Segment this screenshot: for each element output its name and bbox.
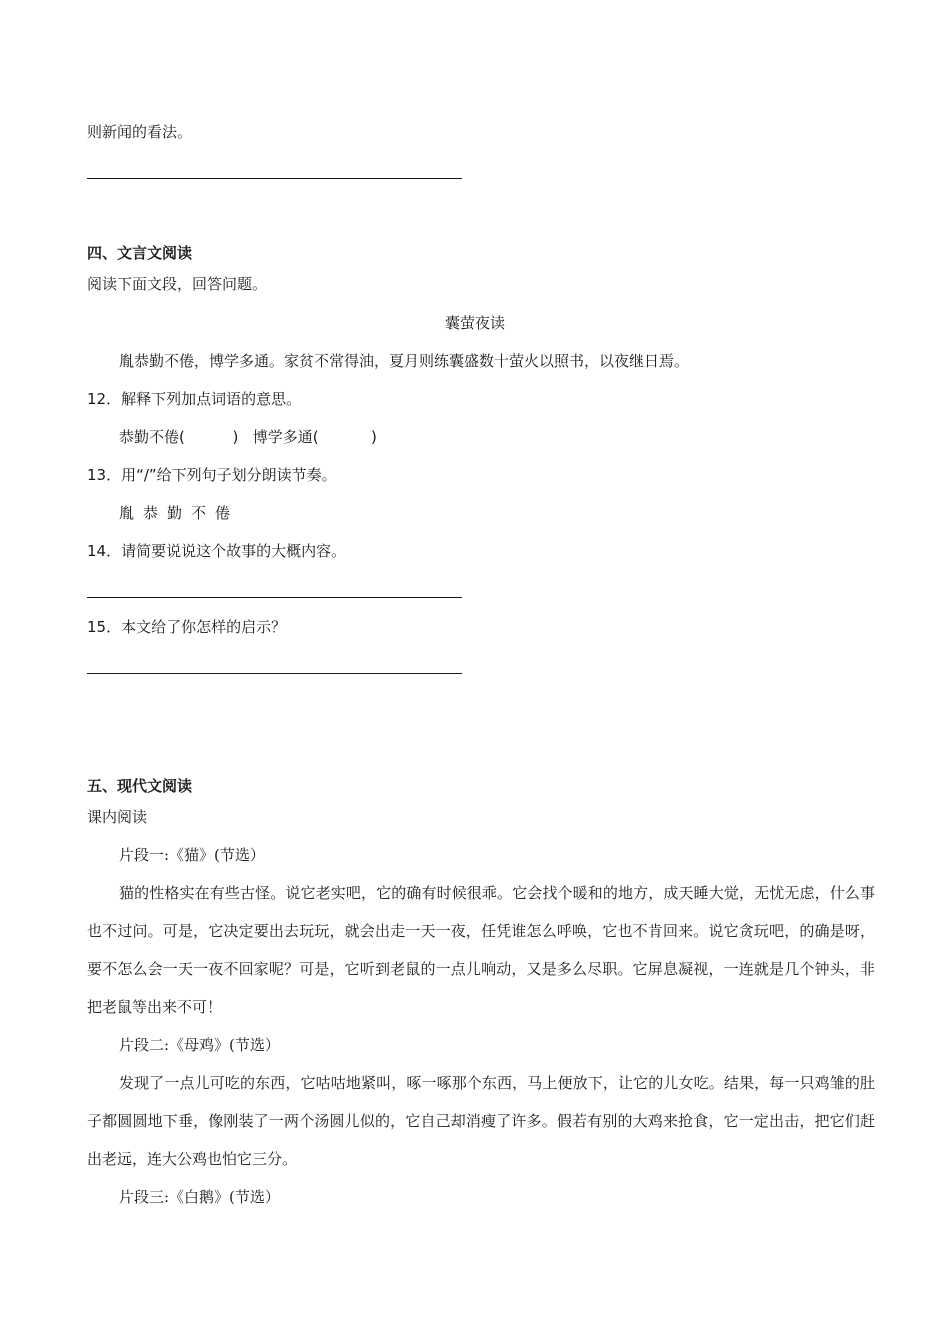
passage-title: 囊萤夜读 [444,314,505,332]
question-12-items: 恭勤不倦( ) 博学多通( ) [119,428,377,446]
question-13: 13．用“/”给下列句子划分朗读节奏。 [87,466,337,484]
answer-line[interactable] [87,597,462,598]
answer-line[interactable] [87,673,462,674]
fragment3-title: 片段三:《白鹅》(节选） [119,1188,280,1206]
fragment1-title: 片段一:《猫》(节选） [119,846,265,864]
fragment2-title: 片段二:《母鸡》(节选） [119,1036,280,1054]
fragment2-text: 发现了一点儿可吃的东西，它咕咕地紧叫，啄一啄那个东西，马上便放下，让它的儿女吃。结果，每一只鸡雏的肚子都圆圆地下垂，像刚装了一两个汤圆儿似的，它自己却消瘦了许多。假若有别的大鸡来抢食，它一定出击，把它们赶出老远，连大公鸡也怕它三分。 [87,1074,875,1168]
question-14: 14．请简要说说这个故事的大概内容。 [87,542,347,560]
question-12: 12．解释下列加点词语的意思。 [87,390,302,408]
section5-subheading: 课内阅读 [87,808,148,826]
question-13-sentence: 胤恭勤不倦 [119,504,240,522]
section4-instruction: 阅读下面文段，回答问题。 [87,275,268,293]
intro-tail-text: 则新闻的看法。 [87,123,193,141]
passage-text: 胤恭勤不倦，博学多通。家贫不常得油，夏月则练囊盛数十萤火以照书，以夜继日焉。 [119,352,690,370]
section5-heading: 五、现代文阅读 [87,777,193,795]
section4-heading: 四、文言文阅读 [87,244,193,262]
fragment1-text: 猫的性格实在有些古怪。说它老实吧，它的确有时候很乖。它会找个暖和的地方，成天睡大觉，无忧无虑，什么事也不过问。可是，它决定要出去玩玩，就会出走一天一夜，任凭谁怎么呼唤，它也不肯回来。说它贪玩吧，的确是呀，要不怎么会一天一夜不回家呢？可是，它听到老鼠的一点儿响动，又是多么尽职。它屏息凝视，一连就是几个钟头，非把老鼠等出来不可！ [87,884,875,1016]
question-15: 15．本文给了你怎样的启示？ [87,618,287,636]
answer-line[interactable] [87,178,462,179]
